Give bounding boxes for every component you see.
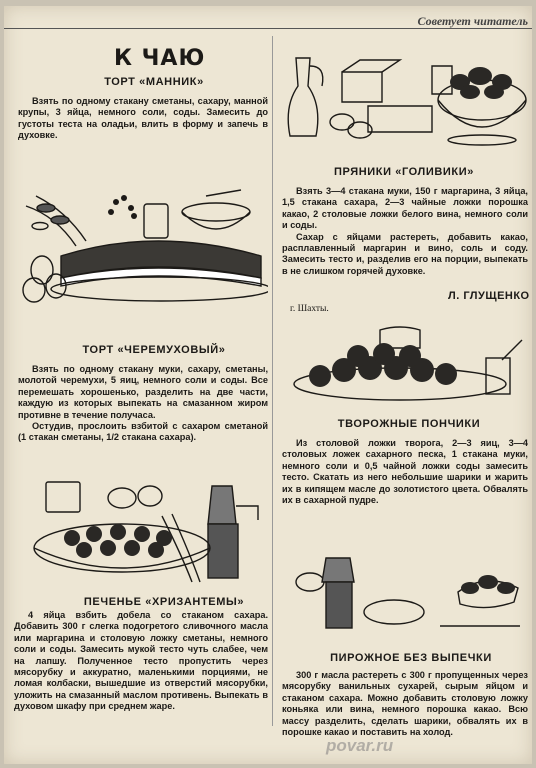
recipe-paragraph: 300 г масла растереть с 300 г пропущенных через мясорубку ванильных сухарей, сырым яйцом и стаканом сахара. Можно добавить столовую ложку коньяка или вина, немного порошка какао. Всю массу разделить, сделать шарики, обвалять их в порошке какао и поставить на холод.: [282, 670, 528, 738]
column-header: Советует читатель: [417, 14, 528, 28]
recipe-title-golivki: ПРЯНИКИ «ГОЛИВИКИ»: [334, 166, 474, 178]
recipe-body-cheremukha: [18, 364, 268, 444]
header-rule: [4, 28, 532, 29]
recipe-title-cheremukha: ТОРТ «ЧЕРЕМУХОВЫЙ»: [82, 344, 226, 356]
recipe-title-chrysanthemums: ПЕЧЕНЬЕ «ХРИЗАНТЕМЫ»: [83, 596, 245, 608]
recipe-body-ponchiki: [282, 438, 528, 506]
recipe-body-mannik: [18, 96, 268, 142]
cookies-grinder-illustration-icon: [32, 476, 272, 588]
recipe-body-pirozhnoe: [282, 670, 528, 738]
recipe-paragraph: Остудив, прослоить взбитой с сахаром сметаной (1 стакан сметаны, 1/2 стакана сахара).: [18, 421, 268, 443]
newspaper-clipping: [4, 6, 532, 764]
recipe-title-mannik: ТОРТ «МАННИК»: [104, 76, 204, 88]
recipe-paragraph: 4 яйца взбить добела со стаканом сахара. Добавить 300 г слегка подогретого сливочного масла или маргарина и столовую ложку сметаны, немного соли и соды. Замесить мукой тесто чуть слабее, чем на лапшу. Полученное тесто пропустить через мясорубку и аккуратно, маленькими порциями, не ломая колбаски, вышедшие из отверстий мясорубки, уложить на смазанный маслом противень. Выпекать в духовом шкафу при среднем жаре.: [14, 610, 268, 712]
recipe-title-pirozhnoe: ПИРОЖНОЕ БЕЗ ВЫПЕЧКИ: [330, 652, 492, 664]
recipe-paragraph: Взять по одному стакану сметаны, сахару, манной крупы, 3 яйца, немного соли, соды. Замесить до густоты теста на оладьи, влить в форму и запечь в духовке.: [18, 96, 268, 141]
bottle-bowl-illustration-icon: [282, 46, 528, 146]
recipe-paragraph: Сахар с яйцами растереть, добавить какао, расплавленный маргарин и вино, соль и соду. Замесить тесто и, разделив его на порции, выпекать в не слишком горячей духовке.: [282, 231, 528, 276]
recipe-paragraph: Взять 3—4 стакана муки, 150 г маргарина, 3 яйца, 1,5 стакана сахара, 2—3 чайные ложки порошка какао, 2 столовые ложки белого вина, немного соли и соды.: [282, 186, 528, 231]
donuts-illustration-icon: [280, 320, 528, 404]
recipe-paragraph: Взять по одному стакану муки, сахару, сметаны, молотой черемухи, 5 яиц, немного соли и соды. Все перемешать хорошенько, разделить на две части, каждую из которых выпекать на смазанном жиром противне в течение получаса.: [18, 364, 268, 420]
page-title: К ЧАЮ: [114, 46, 206, 71]
recipe-body-golivki: [282, 186, 528, 277]
watermark: povar.ru: [326, 736, 394, 755]
author-signature: Л. ГЛУЩЕНКО: [448, 290, 530, 302]
recipe-title-ponchiki: ТВОРОЖНЫЕ ПОНЧИКИ: [337, 418, 481, 430]
grinder-bowl-illustration-icon: [290, 552, 526, 634]
cake-illustration-icon: [16, 186, 268, 304]
author-city: г. Шахты.: [290, 304, 329, 314]
recipe-body-chrysanthemums: [14, 610, 268, 713]
recipe-paragraph: Из столовой ложки творога, 2—3 яиц, 3—4 столовых ложек сахарного песка, 1 стакана муки, немного соли и 0,5 чайной ложки соды замесить тесто. Скатать из него небольшие шарики и жарить их в кипящем масле до золотистого цвета. Обвалять их в сахарной пудре.: [282, 438, 528, 506]
column-divider: [272, 36, 273, 726]
